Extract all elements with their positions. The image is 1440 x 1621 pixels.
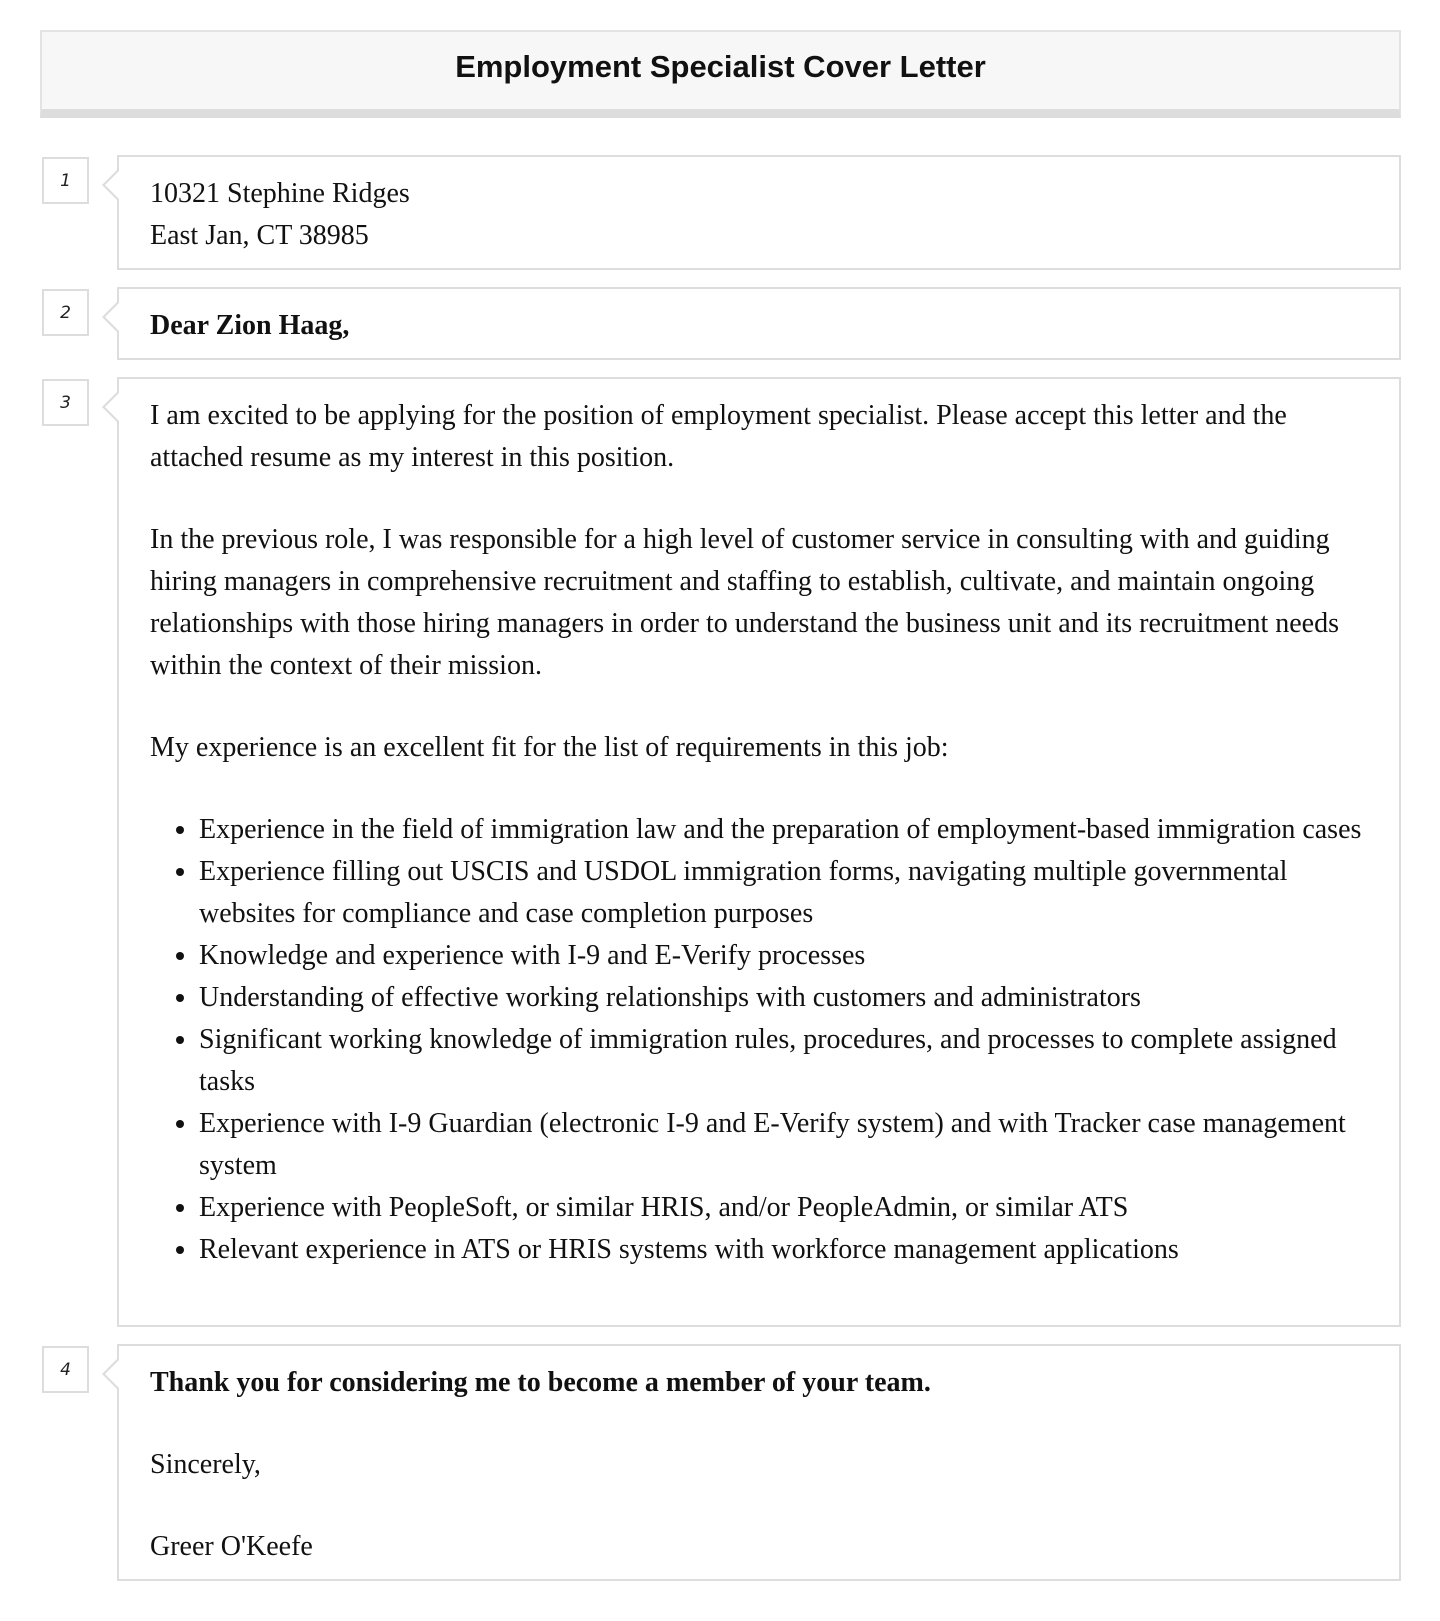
list-item: • Understanding of effective working relationships with customers and administrators [199, 977, 1371, 1019]
section-box [117, 377, 1401, 1327]
fit-statement: My experience is an excellent fit for the list of requirements in this job: [150, 732, 949, 763]
body-block [150, 395, 1371, 1271]
closing-block [150, 1362, 1371, 1568]
previous-role-paragraph: In the previous role, I was responsible for a high level of customer service in consulting with and guiding hiring managers in comprehensive recruitment and staffing to establish, cultivate, and maintain ongoing relationships with those hiring managers in order to understand the business unit and its recruitment needs within the context of their mission. [150, 524, 1339, 681]
section-number: 2 [42, 289, 89, 336]
address-block [150, 173, 1371, 257]
closing-line: Sincerely, [150, 1449, 261, 1480]
section-box [117, 287, 1401, 360]
section-number: 1 [42, 157, 89, 204]
list-item: • Experience with PeopleSoft, or similar HRIS, and/or PeopleAdmin, or similar ATS [199, 1187, 1371, 1229]
salutation: Dear Zion Haag, [150, 310, 350, 341]
signature: Greer O'Keefe [150, 1531, 313, 1562]
thanks-line: Thank you for considering me to become a member of your team. [150, 1367, 931, 1398]
section-address [40, 155, 1401, 270]
intro-paragraph: I am excited to be applying for the position of employment specialist. Please accept this letter and the attached resume as my interest in this position. [150, 400, 1287, 473]
section-box [117, 1344, 1401, 1581]
page-title: Employment Specialist Cover Letter [455, 48, 986, 84]
section-box [117, 155, 1401, 270]
address-line-1: 10321 Stephine Ridges [150, 178, 410, 209]
section-body [40, 377, 1401, 1327]
section-salutation [40, 287, 1401, 360]
list-item: • Knowledge and experience with I-9 and E-Verify processes [199, 935, 1371, 977]
list-item: • Experience in the field of immigration law and the preparation of employment-based immigration cases [199, 809, 1371, 851]
section-number: 3 [42, 379, 89, 426]
list-item: • Significant working knowledge of immigration rules, procedures, and processes to complete assigned tasks [199, 1019, 1371, 1103]
list-item: • Relevant experience in ATS or HRIS systems with workforce management applications [199, 1229, 1371, 1271]
address-line-2: East Jan, CT 38985 [150, 220, 369, 251]
requirements-list [150, 809, 1371, 1271]
list-item: • Experience filling out USCIS and USDOL immigration forms, navigating multiple governmental websites for compliance and case completion purposes [199, 851, 1371, 935]
list-item: • Experience with I-9 Guardian (electronic I-9 and E-Verify system) and with Tracker case management system [199, 1103, 1371, 1187]
section-closing [40, 1344, 1401, 1581]
salutation-block [150, 305, 1371, 347]
page-header [40, 30, 1401, 118]
section-number: 4 [42, 1346, 89, 1393]
